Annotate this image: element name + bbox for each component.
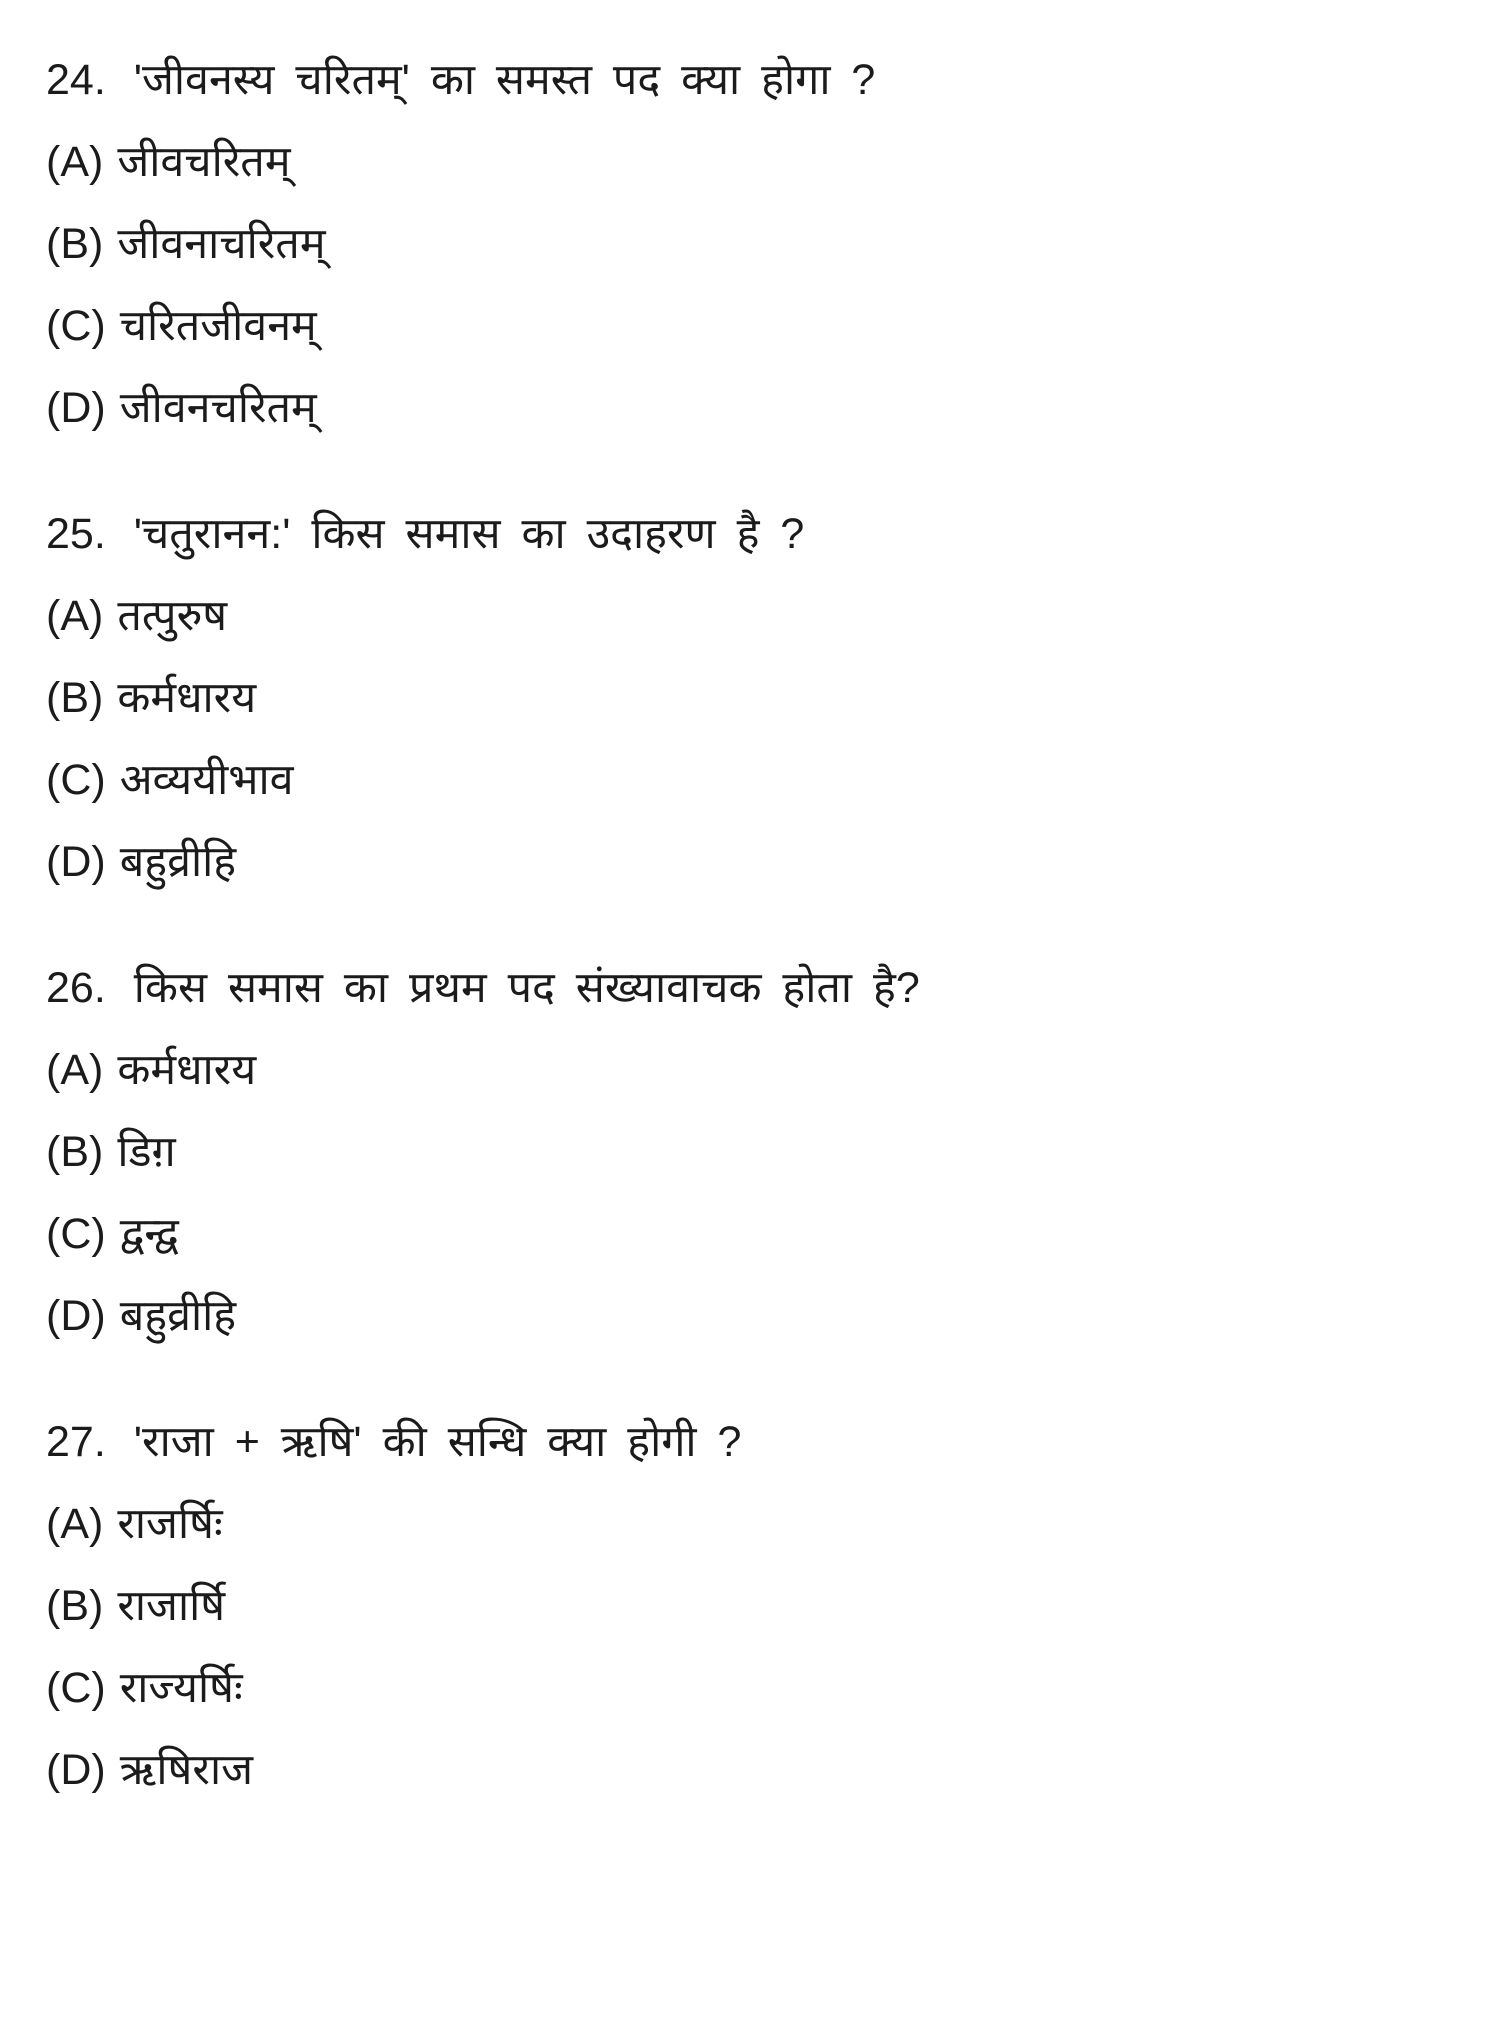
option-label: (B)	[46, 1128, 104, 1176]
option-text: राज्यर्षिः	[119, 1664, 243, 1712]
question-text: 'राजा + ऋषि' की सन्धि क्या होगी ?	[133, 1418, 742, 1466]
option-text: ऋषिराज	[119, 1746, 254, 1794]
option-label: (C)	[46, 1210, 106, 1258]
mcq-option	[46, 756, 1465, 804]
mcq-option	[46, 1292, 1465, 1340]
option-label: (B)	[46, 674, 104, 722]
question-number: 26.	[46, 964, 106, 1012]
mcq-option	[46, 838, 1465, 886]
option-text: जीवचरितम्	[117, 138, 291, 186]
option-text: जीवनाचरितम्	[117, 220, 326, 268]
option-text: चरितजीवनम्	[119, 302, 317, 350]
mcq-option	[46, 1500, 1465, 1548]
mcq-option	[46, 674, 1465, 722]
mcq-option	[46, 220, 1465, 268]
option-label: (A)	[46, 1500, 104, 1548]
option-text: द्वन्द्व	[119, 1210, 179, 1258]
option-label: (C)	[46, 302, 106, 350]
mcq-option	[46, 592, 1465, 640]
option-label: (D)	[46, 838, 106, 886]
option-label: (D)	[46, 384, 106, 432]
mcq-option	[46, 302, 1465, 350]
question-block-27	[46, 1418, 1465, 1794]
option-label: (A)	[46, 138, 104, 186]
question-block-24	[46, 56, 1465, 432]
question-line	[46, 56, 1465, 104]
option-text: राजार्षि	[117, 1582, 226, 1630]
mcq-option	[46, 1582, 1465, 1630]
question-number: 24.	[46, 56, 106, 104]
mcq-option	[46, 384, 1465, 432]
option-text: तत्पुरुष	[117, 592, 228, 640]
option-text: कर्मधारय	[117, 674, 257, 722]
option-label: (A)	[46, 592, 104, 640]
option-label: (D)	[46, 1292, 106, 1340]
question-number: 25.	[46, 510, 106, 558]
mcq-option	[46, 1210, 1465, 1258]
question-block-26	[46, 964, 1465, 1340]
question-text: 'जीवनस्य चरितम्' का समस्त पद क्या होगा ?	[133, 56, 876, 104]
option-label: (A)	[46, 1046, 104, 1094]
question-text: 'चतुरानन:' किस समास का उदाहरण है ?	[133, 510, 805, 558]
option-text: राजर्षिः	[117, 1500, 223, 1548]
mcq-option	[46, 1664, 1465, 1712]
option-text: कर्मधारय	[117, 1046, 257, 1094]
option-text: बहुव्रीहि	[119, 1292, 237, 1340]
option-label: (C)	[46, 756, 106, 804]
question-line	[46, 1418, 1465, 1466]
question-line	[46, 964, 1465, 1012]
option-text: जीवनचरितम्	[119, 384, 317, 432]
mcq-option	[46, 1128, 1465, 1176]
option-label: (D)	[46, 1746, 106, 1794]
mcq-option	[46, 1746, 1465, 1794]
option-text: अव्ययीभाव	[119, 756, 294, 804]
option-label: (B)	[46, 1582, 104, 1630]
mcq-option	[46, 1046, 1465, 1094]
option-text: बहुव्रीहि	[119, 838, 237, 886]
mcq-option	[46, 138, 1465, 186]
question-block-25	[46, 510, 1465, 886]
option-text: डिग़	[117, 1128, 176, 1176]
option-label: (C)	[46, 1664, 106, 1712]
option-label: (B)	[46, 220, 104, 268]
question-line	[46, 510, 1465, 558]
question-number: 27.	[46, 1418, 106, 1466]
question-text: किस समास का प्रथम पद संख्यावाचक होता है?	[133, 964, 920, 1012]
